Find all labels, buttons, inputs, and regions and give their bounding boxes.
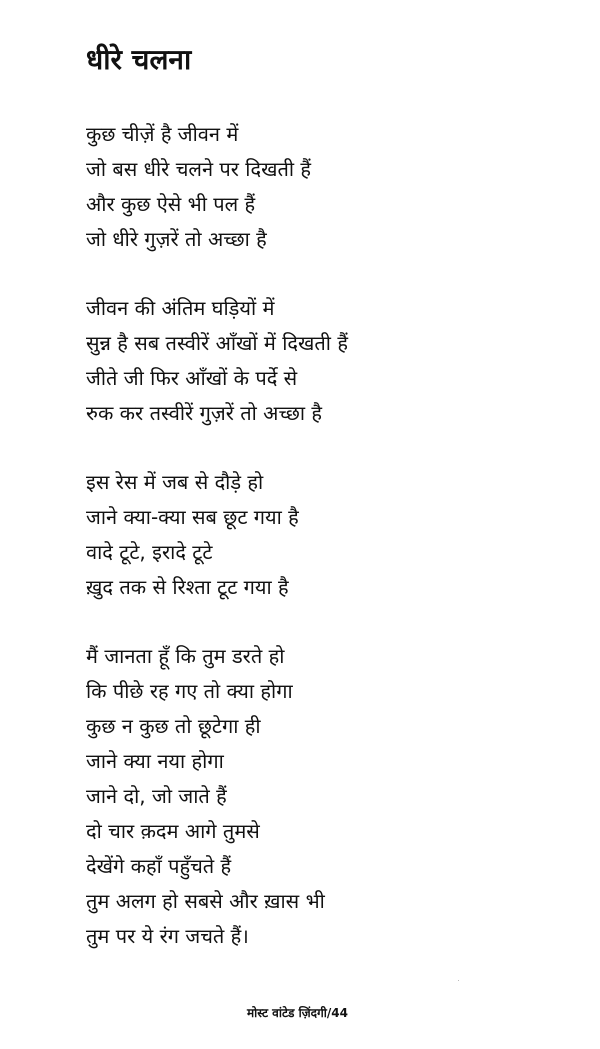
- poem-line: सुन्न है सब तस्वीरें आँखों में दिखती हैं: [86, 331, 348, 355]
- poem-title: धीरे चलना: [86, 43, 192, 76]
- paper-speck: [458, 980, 459, 981]
- poem-line: जो धीरे गुज़रें तो अच्छा है: [86, 227, 267, 251]
- poem-line: जाने दो, जो जाते हैं: [86, 784, 227, 808]
- stanza-2: [86, 291, 566, 431]
- stanza-1: [86, 117, 566, 257]
- poem-line: जीते जी फिर आँखों के पर्दे से: [86, 366, 298, 390]
- poem-line: कुछ न कुछ तो छूटेगा ही: [86, 714, 261, 738]
- poem-line: तुम पर ये रंग जचते हैं।: [86, 924, 249, 948]
- poem-line: कुछ चीज़ें है जीवन में: [86, 122, 239, 146]
- poem-line: देखेंगे कहाँ पहुँचते हैं: [86, 854, 232, 878]
- poem-line: जाने क्या नया होगा: [86, 749, 224, 773]
- poem-line: और कुछ ऐसे भी पल हैं: [86, 192, 256, 216]
- poem-line: ख़ुद तक से रिश्ता टूट गया है: [86, 575, 289, 599]
- poem-body: [86, 117, 566, 988]
- poem-line: तुम अलग हो सबसे और ख़ास भी: [86, 889, 325, 913]
- poem-line: दो चार क़दम आगे तुमसे: [86, 819, 260, 843]
- poem-line: रुक कर तस्वीरें गुज़रें तो अच्छा है: [86, 401, 322, 425]
- poem-line: वादे टूटे, इरादे टूटे: [86, 540, 213, 564]
- stanza-3: [86, 465, 566, 605]
- poem-line: इस रेस में जब से दौड़े हो: [86, 470, 264, 494]
- poem-line: मैं जानता हूँ कि तुम डरते हो: [86, 644, 285, 668]
- poem-line: जो बस धीरे चलने पर दिखती हैं: [86, 157, 312, 181]
- poem-line: कि पीछे रह गए तो क्या होगा: [86, 679, 293, 703]
- poem-line: जीवन की अंतिम घड़ियों में: [86, 296, 275, 320]
- stanza-4: [86, 639, 566, 954]
- poem-line: जाने क्या-क्या सब छूट गया है: [86, 505, 299, 529]
- page-footer: मोस्ट वांटेड ज़िंदगी/44: [247, 1006, 348, 1020]
